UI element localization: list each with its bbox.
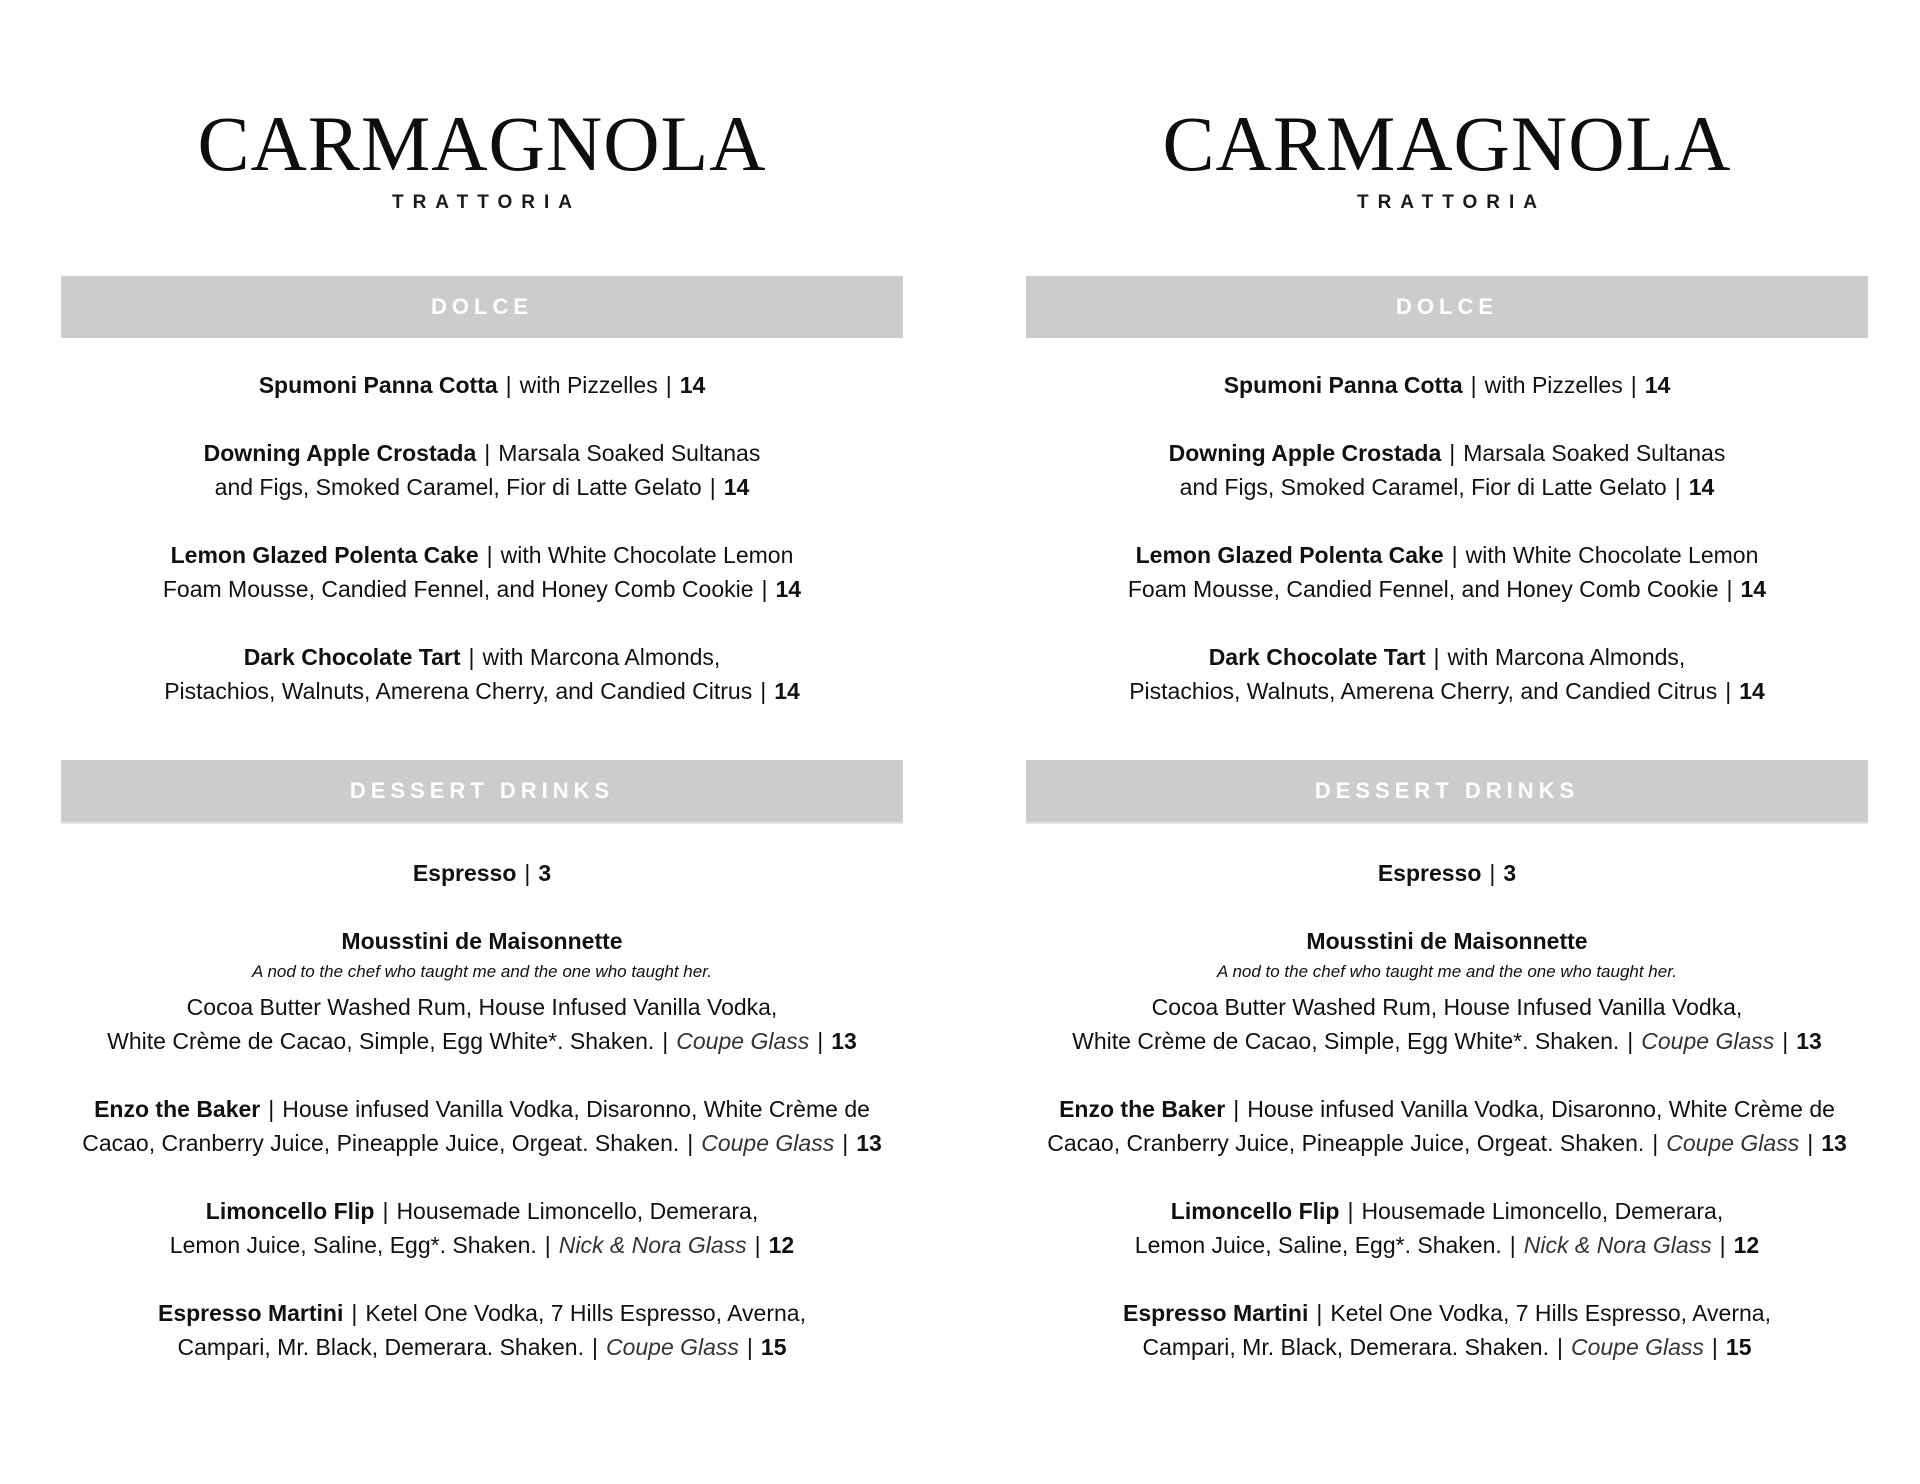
item-description: Foam Mousse, Candied Fennel, and Honey Comb Cookie	[1127, 576, 1719, 602]
item-description: Campari, Mr. Black, Demerara. Shaken.	[1142, 1334, 1549, 1360]
item-name: Espresso	[412, 860, 517, 886]
logo-name: CARMAGNOLA	[1162, 100, 1732, 187]
item-name: Downing Apple Crostada	[203, 440, 477, 466]
item-name: Limoncello Flip	[1170, 1198, 1340, 1224]
item-name: Dark Chocolate Tart	[1208, 644, 1426, 670]
item-glass: Nick & Nora Glass	[1523, 1232, 1712, 1258]
item-description: Cacao, Cranberry Juice, Pineapple Juice, Orgeat. Shaken.	[1047, 1130, 1645, 1156]
restaurant-logo	[61, 100, 903, 214]
item-price: 14	[1739, 678, 1765, 704]
item-description: Lemon Juice, Saline, Egg*. Shaken.	[169, 1232, 537, 1258]
item-description: Cacao, Cranberry Juice, Pineapple Juice, Orgeat. Shaken.	[82, 1130, 680, 1156]
drink-item: Espresso | 3	[1377, 860, 1517, 886]
logo-subtitle: TRATTORIA	[391, 192, 581, 213]
item-price: 14	[1644, 372, 1671, 398]
drink-item: Espresso | 3	[412, 860, 552, 886]
drink-item: Limoncello Flip | Housemade Limoncello, Demerara, Lemon Juice, Saline, Egg*. Shaken. | Nick & Nora Glass | 12	[1134, 1198, 1760, 1258]
item-glass: Coupe Glass	[1666, 1130, 1800, 1156]
item-description: Foam Mousse, Candied Fennel, and Honey Comb Cookie	[162, 576, 754, 602]
item-price: 13	[831, 1028, 857, 1054]
dolce-list	[61, 338, 903, 708]
item-glass: Coupe Glass	[605, 1334, 739, 1360]
drink-item: Mousstini de Maisonnette A nod to the chef who taught me and the one who taught her. Cocoa Butter Washed Rum, House Infused Vanilla Vodka, White Crème de Cacao, Simple, Egg White*. Shaken. | Coupe Glass | 13	[1026, 924, 1868, 1058]
item-price: 14	[679, 372, 706, 398]
item-glass: Coupe Glass	[701, 1130, 835, 1156]
item-description: and Figs, Smoked Caramel, Fior di Latte Gelato	[214, 474, 702, 500]
item-name: Mousstini de Maisonnette	[1306, 928, 1588, 954]
item-name: Lemon Glazed Polenta Cake	[170, 542, 479, 568]
section-title: DOLCE	[431, 294, 533, 319]
item-description: with Pizzelles	[519, 372, 658, 398]
item-description: Lemon Juice, Saline, Egg*. Shaken.	[1134, 1232, 1502, 1258]
item-description: Marsala Soaked Sultanas	[1463, 440, 1726, 466]
drink-item: Limoncello Flip | Housemade Limoncello, Demerara, Lemon Juice, Saline, Egg*. Shaken. | Nick & Nora Glass | 12	[169, 1198, 795, 1258]
logo-name: CARMAGNOLA	[197, 100, 767, 187]
menu-page-right	[1026, 0, 1868, 1484]
item-name: Mousstini de Maisonnette	[341, 928, 623, 954]
item-glass: Coupe Glass	[1570, 1334, 1704, 1360]
item-price: 3	[538, 860, 552, 886]
item-description: with Marcona Almonds,	[482, 644, 721, 670]
item-description: White Crème de Cacao, Simple, Egg White*. Shaken.	[107, 1028, 655, 1054]
menu-item: Lemon Glazed Polenta Cake | with White Chocolate Lemon Foam Mousse, Candied Fennel, and Honey Comb Cookie | 14	[1127, 542, 1767, 602]
item-description: with White Chocolate Lemon	[1465, 542, 1759, 568]
item-name: Espresso	[1377, 860, 1482, 886]
item-description: Housemade Limoncello, Demerara,	[1361, 1198, 1724, 1224]
item-description: and Figs, Smoked Caramel, Fior di Latte Gelato	[1179, 474, 1667, 500]
item-description: Marsala Soaked Sultanas	[498, 440, 761, 466]
item-name: Espresso Martini	[1123, 1300, 1309, 1326]
item-description: Cocoa Butter Washed Rum, House Infused Vanilla Vodka,	[186, 994, 778, 1020]
menu-item: Lemon Glazed Polenta Cake | with White Chocolate Lemon Foam Mousse, Candied Fennel, and Honey Comb Cookie | 14	[162, 542, 802, 602]
dolce-list	[1026, 338, 1868, 708]
item-name: Enzo the Baker	[94, 1096, 261, 1122]
item-price: 3	[1503, 860, 1517, 886]
item-description: Ketel One Vodka, 7 Hills Espresso, Averna,	[365, 1300, 806, 1326]
drink-item: Enzo the Baker | House infused Vanilla Vodka, Disaronno, White Crème de Cacao, Cranberry Juice, Pineapple Juice, Orgeat. Shaken. | Coupe Glass | 13	[1047, 1096, 1847, 1156]
menu-item: Spumoni Panna Cotta | with Pizzelles | 14	[258, 372, 706, 398]
item-price: 14	[775, 576, 802, 602]
item-name: Enzo the Baker	[1059, 1096, 1226, 1122]
section-header-dessert-drinks	[1026, 760, 1868, 824]
section-title: DESSERT DRINKS	[349, 778, 615, 803]
item-glass: Coupe Glass	[676, 1028, 810, 1054]
drink-item: Mousstini de Maisonnette A nod to the chef who taught me and the one who taught her. Cocoa Butter Washed Rum, House Infused Vanilla Vodka, White Crème de Cacao, Simple, Egg White*. Shaken. | Coupe Glass | 13	[61, 924, 903, 1058]
menu-item: Dark Chocolate Tart | with Marcona Almonds, Pistachios, Walnuts, Amerena Cherry, and Candied Citrus | 14	[164, 644, 800, 704]
item-glass: Coupe Glass	[1641, 1028, 1775, 1054]
item-price: 12	[1733, 1232, 1760, 1258]
menu-item: Downing Apple Crostada | Marsala Soaked Sultanas and Figs, Smoked Caramel, Fior di Latte Gelato | 14	[203, 440, 761, 500]
item-description: Housemade Limoncello, Demerara,	[396, 1198, 759, 1224]
item-price: 13	[1821, 1130, 1847, 1156]
item-name: Downing Apple Crostada	[1168, 440, 1442, 466]
item-note: A nod to the chef who taught me and the one who taught her.	[1217, 962, 1677, 981]
item-price: 14	[1740, 576, 1767, 602]
item-price: 14	[723, 474, 750, 500]
section-title: DOLCE	[1396, 294, 1498, 319]
section-title: DESSERT DRINKS	[1314, 778, 1580, 803]
item-description: Cocoa Butter Washed Rum, House Infused Vanilla Vodka,	[1151, 994, 1743, 1020]
drink-item: Espresso Martini | Ketel One Vodka, 7 Hills Espresso, Averna, Campari, Mr. Black, Demerara. Shaken. | Coupe Glass | 15	[158, 1300, 806, 1360]
item-description: Ketel One Vodka, 7 Hills Espresso, Averna,	[1330, 1300, 1771, 1326]
item-name: Lemon Glazed Polenta Cake	[1135, 542, 1444, 568]
item-name: Espresso Martini	[158, 1300, 344, 1326]
section-header-dolce	[1026, 276, 1868, 338]
item-price: 13	[856, 1130, 882, 1156]
item-description: Campari, Mr. Black, Demerara. Shaken.	[177, 1334, 584, 1360]
logo-subtitle: TRATTORIA	[1356, 192, 1546, 213]
item-price: 15	[760, 1334, 787, 1360]
item-price: 14	[1688, 474, 1715, 500]
item-name: Dark Chocolate Tart	[243, 644, 461, 670]
drinks-list	[61, 824, 903, 1364]
item-name: Spumoni Panna Cotta	[258, 372, 498, 398]
item-glass: Nick & Nora Glass	[558, 1232, 747, 1258]
drink-item: Espresso Martini | Ketel One Vodka, 7 Hills Espresso, Averna, Campari, Mr. Black, Demerara. Shaken. | Coupe Glass | 15	[1123, 1300, 1771, 1360]
item-price: 13	[1796, 1028, 1822, 1054]
item-price: 14	[774, 678, 800, 704]
item-description: Pistachios, Walnuts, Amerena Cherry, and Candied Citrus	[164, 678, 753, 704]
item-description: White Crème de Cacao, Simple, Egg White*. Shaken.	[1072, 1028, 1620, 1054]
drinks-list	[1026, 824, 1868, 1364]
item-description: House infused Vanilla Vodka, Disaronno, White Crème de	[1247, 1096, 1835, 1122]
item-name: Spumoni Panna Cotta	[1223, 372, 1463, 398]
section-header-dolce	[61, 276, 903, 338]
item-price: 12	[768, 1232, 795, 1258]
menu-item: Downing Apple Crostada | Marsala Soaked Sultanas and Figs, Smoked Caramel, Fior di Latte Gelato | 14	[1168, 440, 1726, 500]
item-description: with Pizzelles	[1484, 372, 1623, 398]
item-note: A nod to the chef who taught me and the one who taught her.	[252, 962, 712, 981]
item-name: Limoncello Flip	[205, 1198, 375, 1224]
item-description: House infused Vanilla Vodka, Disaronno, White Crème de	[282, 1096, 870, 1122]
item-description: with Marcona Almonds,	[1447, 644, 1686, 670]
item-description: Pistachios, Walnuts, Amerena Cherry, and Candied Citrus	[1129, 678, 1718, 704]
section-header-dessert-drinks	[61, 760, 903, 824]
drink-item: Enzo the Baker | House infused Vanilla Vodka, Disaronno, White Crème de Cacao, Cranberry Juice, Pineapple Juice, Orgeat. Shaken. | Coupe Glass | 13	[82, 1096, 882, 1156]
menu-item: Spumoni Panna Cotta | with Pizzelles | 14	[1223, 372, 1671, 398]
menu-item: Dark Chocolate Tart | with Marcona Almonds, Pistachios, Walnuts, Amerena Cherry, and Candied Citrus | 14	[1129, 644, 1765, 704]
menu-page-left	[61, 0, 903, 1484]
item-price: 15	[1725, 1334, 1752, 1360]
restaurant-logo	[1026, 100, 1868, 214]
item-description: with White Chocolate Lemon	[500, 542, 794, 568]
